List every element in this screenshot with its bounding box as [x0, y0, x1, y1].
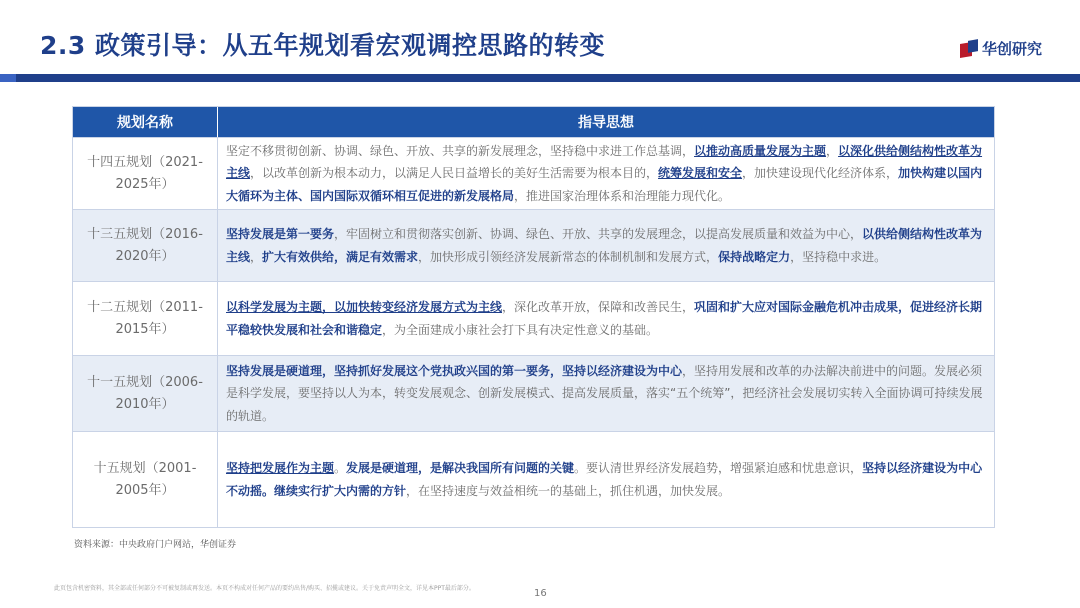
- guiding-thought-cell: [218, 282, 994, 355]
- plan-name-cell: 十五规划（2001-2005年）: [73, 432, 218, 527]
- brand-logo-text: 华创研究: [981, 40, 1042, 58]
- emphasis-text: 以深化供给侧结构性改革为主线: [226, 143, 983, 181]
- brand-logo-icon: [960, 40, 978, 58]
- guiding-thought-cell: [218, 138, 994, 209]
- guiding-thought-cell: [218, 432, 994, 527]
- table-row: [73, 355, 994, 431]
- data-source-note: 资料来源：中央政府门户网站，华创证券: [74, 540, 237, 550]
- page-number: 16: [534, 588, 547, 599]
- emphasis-text: 以推动高质量发展为主题: [694, 143, 827, 158]
- emphasis-text: 坚持以经济建设为中心不动摇。继续实行扩大内需的方针: [226, 461, 983, 498]
- emphasis-text: 统筹发展和安全: [658, 166, 743, 181]
- plan-name-cell: 十一五规划（2006-2010年）: [73, 356, 218, 431]
- emphasis-text: 保持战略定力: [718, 249, 791, 264]
- brand-logo: [960, 38, 1042, 59]
- guiding-thought-cell: [218, 210, 994, 281]
- plan-name-cell: 十四五规划（2021-2025年）: [73, 138, 218, 209]
- guiding-thought-cell: [218, 356, 994, 431]
- disclaimer-text: 此页包含机密资料，其全部或任何部分不可被复制或再发送。本页不构成对任何产品的要约出售/购买、招揽或建议。关于免责声明全文，详见本PPT最后部分。: [54, 585, 475, 592]
- text-segment: ，加快形成引领经济发展新常态的体制机制和发展方式，: [418, 249, 719, 264]
- page-title: 2.3 政策引导：从五年规划看宏观调控思路的转变: [40, 31, 605, 60]
- text-segment: ，深化改革开放，保障和改善民生，: [502, 300, 695, 314]
- text-segment: ，在坚持速度与效益相统一的基础上，抓住机遇，加快发展。: [406, 483, 731, 498]
- text-segment: ，: [826, 143, 839, 158]
- table-row: [73, 281, 994, 355]
- emphasis-text: 发展是硬道理，是解决我国所有问题的关键: [346, 461, 575, 475]
- text-segment: ，: [250, 249, 263, 264]
- plan-name-cell: 十二五规划（2011-2015年）: [73, 282, 218, 355]
- text-segment: ，坚持用发展和改革的办法解决前进中的问题。发展必须是科学发展，要坚持以人为本，转变发展观念、创新发展模式、提高发展质量，落实“五个统筹”，把经济社会发展切实转入全面协调可持续发展的轨道。: [226, 363, 983, 423]
- emphasis-text: 坚持把发展作为主题: [226, 461, 335, 475]
- text-segment: ，为全面建成小康社会打下具有决定性意义的基础。: [382, 322, 659, 337]
- table-row: [73, 137, 994, 209]
- policy-table: [72, 106, 995, 528]
- emphasis-text: 加快构建以国内大循环为主体、国内国际双循环相互促进的新发展格局: [226, 166, 983, 203]
- text-segment: 。要认清世界经济发展趋势，增强紧迫感和忧患意识，: [574, 461, 863, 475]
- text-segment: 坚定不移贯彻创新、协调、绿色、开放、共享的新发展理念，坚持稳中求进工作总基调，: [226, 143, 695, 158]
- title-divider: [0, 74, 1080, 82]
- emphasis-text: 坚持发展是硬道理，坚持抓好发展这个党执政兴国的第一要务，坚持以经济建设为中心: [226, 363, 683, 378]
- emphasis-text: 巩固和扩大应对国际金融危机冲击成果，促进经济长期平稳较快发展和社会和谐稳定: [226, 300, 983, 337]
- emphasis-text: 扩大有效供给，满足有效需求: [262, 249, 419, 264]
- text-segment: 。: [334, 461, 347, 475]
- text-segment: ，以改革创新为根本动力，以满足人民日益增长的美好生活需要为根本目的，: [250, 166, 659, 181]
- emphasis-text: 以供给侧结构性改革为主线: [226, 227, 983, 264]
- text-segment: ，牢固树立和贯彻落实创新、协调、绿色、开放、共享的发展理念，以提高发展质量和效益为中心，: [334, 227, 863, 241]
- text-segment: ，推进国家治理体系和治理能力现代化。: [514, 188, 731, 203]
- emphasis-text: 坚持发展是第一要务: [226, 227, 335, 241]
- emphasis-text: 以科学发展为主题，以加快转变经济发展方式为主线: [226, 300, 503, 314]
- table-row: [73, 431, 994, 527]
- table-row: [73, 209, 994, 281]
- table-header: [73, 107, 994, 137]
- column-header-plan: 规划名称: [73, 107, 218, 137]
- text-segment: ，坚持稳中求进。: [790, 249, 887, 264]
- column-header-guiding-thought: 指导思想: [578, 115, 634, 131]
- text-segment: ，加快建设现代化经济体系，: [742, 166, 899, 181]
- plan-name-cell: 十三五规划（2016-2020年）: [73, 210, 218, 281]
